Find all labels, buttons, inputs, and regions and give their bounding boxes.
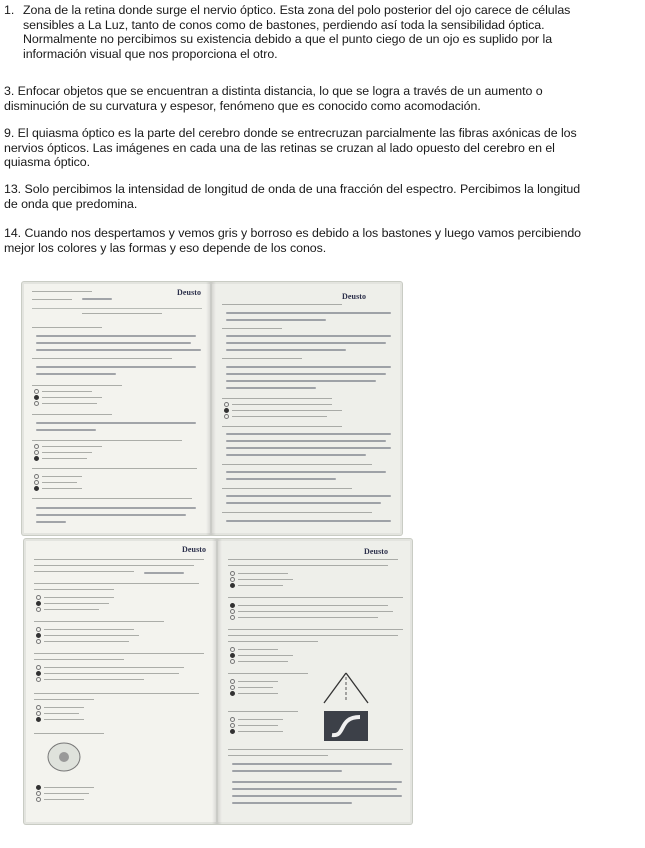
handwriting bbox=[36, 514, 186, 516]
handwriting bbox=[232, 770, 342, 772]
item-line: Zona de la retina donde surge el nervio óptico. Esta zona del polo posterior del ojo carece de células bbox=[23, 3, 571, 17]
printed-line bbox=[44, 597, 114, 598]
printed-line bbox=[228, 597, 403, 598]
printed-line bbox=[238, 655, 293, 656]
printed-line bbox=[238, 605, 388, 606]
handwriting bbox=[226, 342, 386, 344]
printed-line bbox=[42, 446, 102, 447]
printed-line bbox=[42, 452, 92, 453]
option-bullet-selected bbox=[230, 603, 235, 608]
printed-line bbox=[238, 579, 293, 580]
photo-page-left bbox=[24, 284, 210, 533]
printed-line bbox=[42, 488, 82, 489]
printed-line bbox=[34, 733, 104, 734]
handwriting bbox=[226, 433, 391, 435]
handwriting bbox=[226, 502, 381, 504]
handwriting bbox=[226, 454, 366, 456]
item-line: disminución de su curvatura y espesor, fenómeno que es conocido como acomodación. bbox=[4, 98, 481, 113]
answer-item-13 bbox=[4, 182, 634, 211]
printed-line bbox=[32, 291, 92, 292]
printed-line bbox=[228, 629, 403, 630]
printed-line bbox=[44, 629, 134, 630]
answer-item-1 bbox=[4, 3, 634, 61]
handwriting bbox=[226, 373, 386, 375]
printed-line bbox=[44, 641, 129, 642]
handwriting bbox=[226, 520, 391, 522]
printed-line bbox=[34, 571, 134, 572]
printed-line bbox=[228, 673, 308, 674]
printed-line bbox=[222, 426, 342, 427]
printed-line bbox=[42, 391, 92, 392]
item-line bbox=[4, 182, 634, 197]
printed-line bbox=[44, 679, 144, 680]
option-bullet bbox=[224, 402, 229, 407]
handwriting bbox=[226, 366, 391, 368]
option-bullet-selected bbox=[36, 633, 41, 638]
printed-line bbox=[222, 464, 372, 465]
item-line: quiasma óptico. bbox=[4, 155, 91, 169]
printed-line bbox=[32, 327, 102, 328]
printed-line bbox=[32, 498, 192, 499]
handwriting bbox=[36, 335, 196, 337]
printed-line bbox=[238, 725, 278, 726]
option-bullet bbox=[36, 705, 41, 710]
printed-line bbox=[228, 711, 298, 712]
item-line bbox=[4, 84, 634, 99]
answer-item-3 bbox=[4, 84, 634, 113]
option-bullet bbox=[230, 647, 235, 652]
option-bullet bbox=[36, 595, 41, 600]
handwriting bbox=[226, 440, 386, 442]
option-bullet-selected bbox=[34, 395, 39, 400]
option-bullet bbox=[230, 717, 235, 722]
printed-line bbox=[238, 617, 378, 618]
option-bullet bbox=[230, 659, 235, 664]
handwriting bbox=[36, 349, 201, 351]
perspective-lines-diagram bbox=[320, 671, 372, 705]
printed-line bbox=[42, 397, 102, 398]
printed-line bbox=[44, 799, 84, 800]
printed-line bbox=[222, 304, 342, 305]
printed-line bbox=[228, 641, 318, 642]
option-bullet bbox=[224, 414, 229, 419]
item-line: mejor los colores y las formas y eso depende de los conos. bbox=[4, 240, 327, 255]
option-bullet bbox=[36, 791, 41, 796]
handwriting bbox=[232, 802, 352, 804]
option-bullet bbox=[36, 627, 41, 632]
worksheet-photo-bottom bbox=[24, 539, 412, 824]
handwriting bbox=[36, 422, 196, 424]
handwriting bbox=[226, 387, 316, 389]
option-bullet bbox=[34, 480, 39, 485]
printed-line bbox=[222, 488, 352, 489]
printed-line bbox=[32, 299, 72, 300]
option-bullet bbox=[36, 797, 41, 802]
page-gutter bbox=[206, 282, 216, 535]
option-bullet-selected bbox=[34, 486, 39, 491]
item-line: Normalmente no percibimos su existencia debido a que el punto ciego de un ojo es suplido por la bbox=[23, 32, 553, 46]
answer-item-9 bbox=[4, 126, 634, 170]
printed-line bbox=[238, 687, 273, 688]
printed-line bbox=[228, 749, 403, 750]
option-bullet bbox=[36, 607, 41, 612]
option-bullet-selected bbox=[36, 671, 41, 676]
handwriting bbox=[226, 478, 336, 480]
option-bullet bbox=[34, 401, 39, 406]
handwriting bbox=[232, 763, 392, 765]
handwriting bbox=[232, 781, 402, 783]
option-bullet bbox=[34, 450, 39, 455]
item-number: 1. bbox=[4, 3, 15, 17]
handwriting bbox=[36, 429, 96, 431]
item-number: 9. bbox=[4, 126, 15, 140]
printed-line bbox=[44, 787, 94, 788]
printed-line bbox=[34, 659, 124, 660]
item-number: 13. bbox=[4, 182, 22, 196]
option-bullet bbox=[230, 609, 235, 614]
printed-line bbox=[42, 403, 97, 404]
handwriting bbox=[232, 788, 397, 790]
printed-line bbox=[32, 414, 112, 415]
option-bullet bbox=[34, 389, 39, 394]
option-bullet bbox=[36, 677, 41, 682]
printed-line bbox=[44, 609, 99, 610]
printed-line bbox=[238, 661, 288, 662]
option-bullet-selected bbox=[224, 408, 229, 413]
printed-line bbox=[34, 693, 199, 694]
printed-line bbox=[32, 358, 172, 359]
printed-line bbox=[44, 635, 139, 636]
option-bullet bbox=[36, 665, 41, 670]
item-line bbox=[4, 226, 634, 241]
printed-line bbox=[42, 458, 87, 459]
printed-line bbox=[34, 583, 199, 584]
answer-item-14 bbox=[4, 226, 634, 255]
handwriting bbox=[226, 335, 391, 337]
handwriting bbox=[36, 521, 66, 523]
printed-line bbox=[32, 468, 197, 469]
option-bullet bbox=[230, 685, 235, 690]
printed-line bbox=[228, 635, 398, 636]
handwriting bbox=[226, 312, 391, 314]
handwriting bbox=[226, 471, 386, 473]
deusto-logo: Deusto bbox=[182, 545, 207, 554]
printed-line bbox=[222, 398, 332, 399]
option-bullet bbox=[36, 639, 41, 644]
printed-line bbox=[44, 713, 79, 714]
option-bullet-selected bbox=[230, 583, 235, 588]
printed-line bbox=[222, 358, 302, 359]
option-bullet bbox=[230, 723, 235, 728]
option-bullet-selected bbox=[36, 785, 41, 790]
divider bbox=[32, 308, 202, 309]
printed-line bbox=[44, 793, 89, 794]
item-line: sensibles a La Luz, tanto de conos como de bastones, perdiendo así toda la sensibilidad óptica. bbox=[23, 17, 545, 32]
option-bullet-selected bbox=[36, 717, 41, 722]
item-number: 3. bbox=[4, 84, 15, 98]
page-gutter bbox=[212, 539, 222, 824]
option-bullet-selected bbox=[230, 729, 235, 734]
printed-line bbox=[228, 559, 398, 560]
item-line: nervios ópticos. Las imágenes en cada una de las retinas se cruzan al lado opuesto del cerebro en el bbox=[4, 140, 555, 155]
printed-line bbox=[232, 410, 342, 411]
printed-line bbox=[34, 653, 204, 654]
printed-line bbox=[44, 667, 184, 668]
printed-line bbox=[238, 649, 278, 650]
handwriting bbox=[226, 447, 391, 449]
option-bullet-selected bbox=[34, 456, 39, 461]
option-bullet bbox=[34, 444, 39, 449]
printed-line bbox=[222, 512, 372, 513]
handwriting bbox=[82, 298, 112, 300]
printed-line bbox=[232, 404, 332, 405]
item-text: Enfocar objetos que se encuentran a distinta distancia, lo que se logra a través de un aumento o bbox=[17, 84, 543, 98]
handwriting bbox=[36, 507, 196, 509]
printed-line bbox=[44, 603, 109, 604]
printed-line bbox=[228, 565, 388, 566]
option-bullet-selected bbox=[230, 653, 235, 658]
item-number: 14. bbox=[4, 226, 22, 240]
printed-line bbox=[34, 621, 164, 622]
option-bullet bbox=[230, 615, 235, 620]
handwriting bbox=[144, 572, 184, 574]
handwriting bbox=[36, 342, 191, 344]
printed-line bbox=[44, 673, 179, 674]
option-bullet bbox=[230, 679, 235, 684]
item-line bbox=[4, 126, 634, 141]
printed-line bbox=[238, 719, 283, 720]
printed-line bbox=[34, 699, 94, 700]
worksheet-photo-top bbox=[22, 282, 402, 535]
deusto-logo: Deusto bbox=[177, 288, 202, 297]
item-text: Solo percibimos la intensidad de longitud de onda de una fracción del espectro. Percibimos la longitud bbox=[24, 182, 581, 196]
printed-line bbox=[34, 565, 194, 566]
printed-line bbox=[238, 693, 278, 694]
printed-line bbox=[238, 585, 283, 586]
handwriting bbox=[226, 349, 346, 351]
handwriting bbox=[226, 380, 376, 382]
handwriting bbox=[226, 495, 391, 497]
printed-line bbox=[44, 719, 84, 720]
printed-line bbox=[32, 385, 122, 386]
handwriting bbox=[232, 795, 402, 797]
option-bullet bbox=[36, 711, 41, 716]
handwriting bbox=[36, 366, 196, 368]
item-text: Cuando nos despertamos y vemos gris y borroso es debido a los bastones y luego vamos percibiendo bbox=[24, 226, 582, 240]
printed-line bbox=[238, 611, 393, 612]
option-bullet bbox=[230, 577, 235, 582]
item-line: información visual que nos proporciona el otro. bbox=[23, 46, 278, 61]
eye-diagram bbox=[44, 739, 84, 775]
handwriting bbox=[36, 373, 116, 375]
handwriting bbox=[226, 319, 326, 321]
printed-line bbox=[82, 313, 162, 314]
option-bullet-selected bbox=[230, 691, 235, 696]
printed-line bbox=[232, 416, 327, 417]
printed-line bbox=[42, 482, 77, 483]
option-bullet-selected bbox=[36, 601, 41, 606]
s-curve-figure bbox=[324, 711, 368, 741]
printed-line bbox=[238, 731, 283, 732]
printed-line bbox=[42, 476, 82, 477]
option-bullet bbox=[230, 571, 235, 576]
printed-line bbox=[238, 681, 278, 682]
printed-line bbox=[32, 440, 182, 441]
option-bullet bbox=[34, 474, 39, 479]
item-line: de onda que predomina. bbox=[4, 196, 138, 211]
printed-line bbox=[222, 328, 282, 329]
deusto-logo: Deusto bbox=[364, 547, 389, 556]
printed-line bbox=[34, 559, 204, 560]
printed-line bbox=[228, 755, 328, 756]
item-text: El quiasma óptico es la parte del cerebro donde se entrecruzan parcialmente las fibras axónicas de los bbox=[17, 126, 577, 140]
deusto-logo: Deusto bbox=[342, 292, 367, 301]
printed-line bbox=[238, 573, 288, 574]
printed-line bbox=[34, 589, 114, 590]
printed-line bbox=[44, 707, 84, 708]
